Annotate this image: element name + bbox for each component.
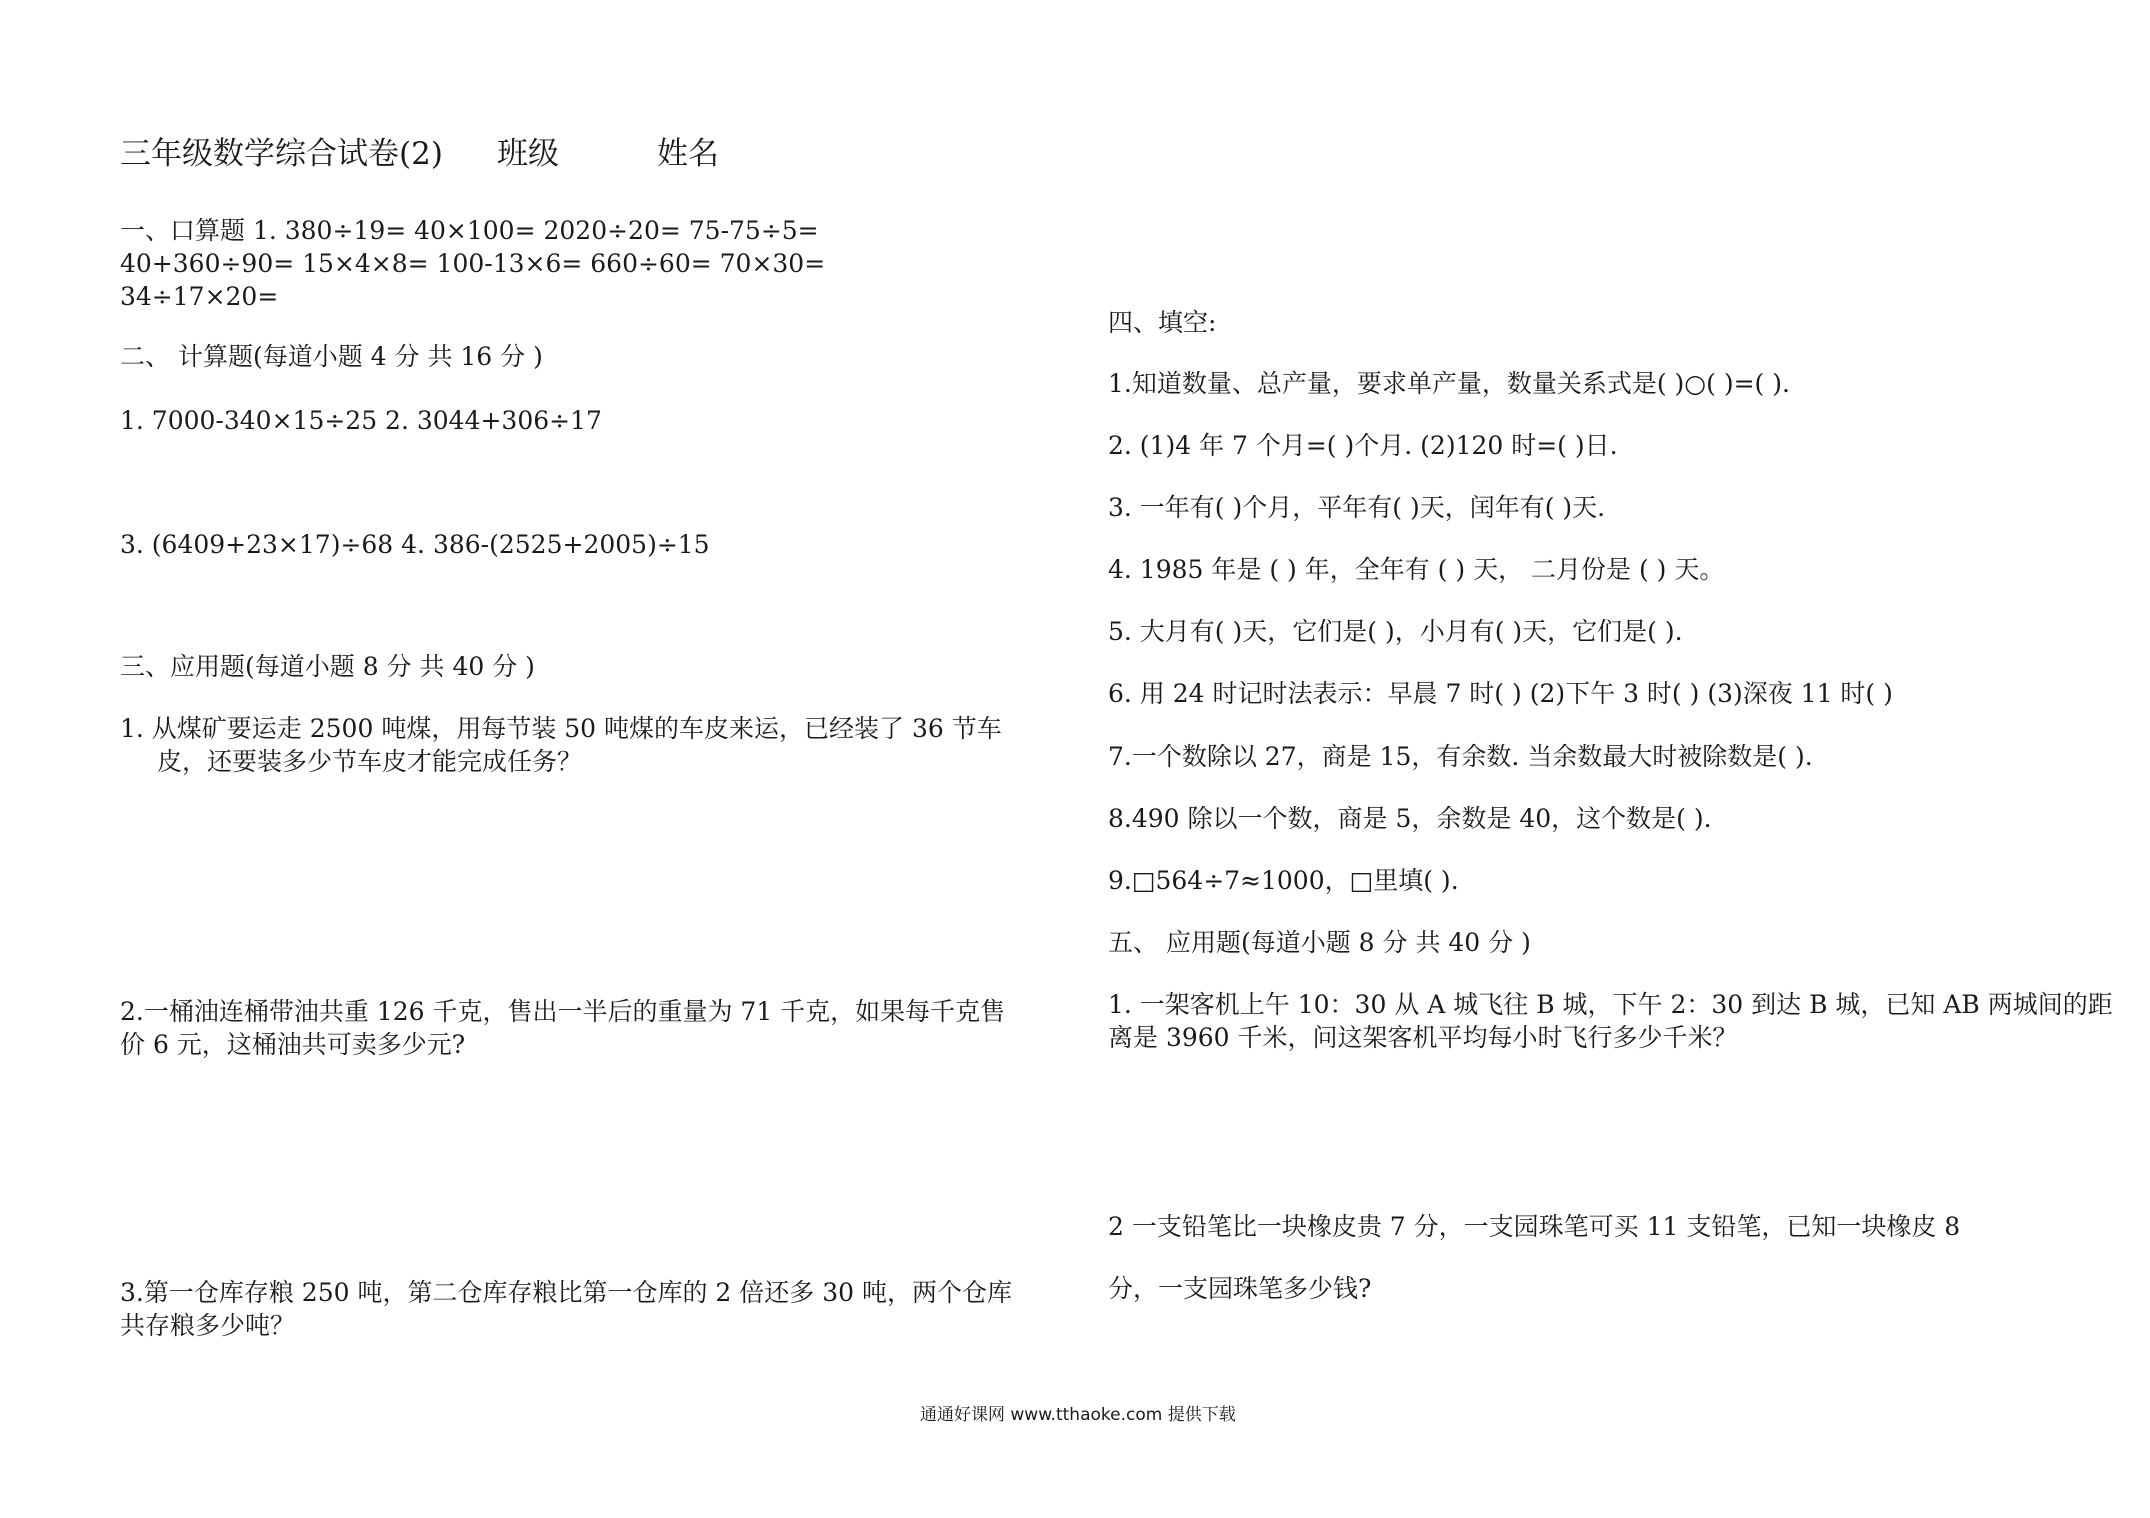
word-problem-1-line-2: 皮，还要装多少节车皮才能完成任务？ xyxy=(157,747,583,776)
word-problem-2-line-2: 价 6 元，这桶油共可卖多少元? xyxy=(120,1030,466,1059)
fill-blank-item: 4. 1985 年是 ( ) 年，全年有 ( ) 天， 二月份是 ( ) 天。 xyxy=(1108,555,1725,584)
oral-calc-line-1: 一、口算题 1. 380÷19= 40×100= 2020÷20= 75-75÷5= xyxy=(120,216,819,245)
exam-title: 三年级数学综合试卷(2) xyxy=(120,136,443,172)
fill-blank-item: 1.知道数量、总产量，要求单产量，数量关系式是( )○( )=( ). xyxy=(1108,369,1790,398)
oral-calc-line-3: 34÷17×20= xyxy=(120,282,279,311)
word-problem-5-1-line-2: 离是 3960 千米，问这架客机平均每小时飞行多少千米？ xyxy=(1108,1023,1738,1052)
fill-blank-item: 2. (1)4 年 7 个月=( )个月. (2)120 时=( )日. xyxy=(1108,431,1618,460)
word-problem-1-line-1: 1. 从煤矿要运走 2500 吨煤，用每节装 50 吨煤的车皮来运，已经装了 36 节车 xyxy=(120,714,1002,743)
section-5-heading: 五、 应用题(每道小题 8 分 共 40 分 ) xyxy=(1108,928,1531,957)
fill-blank-item: 9.□564÷7≈1000，□里填( ). xyxy=(1108,866,1459,895)
name-label: 姓名 xyxy=(657,136,719,172)
word-problem-5-1-line-1: 1. 一架客机上午 10：30 从 A 城飞往 B 城，下午 2：30 到达 B 城，已知 AB 两城间的距 xyxy=(1108,990,2113,1019)
oral-calc-line-2: 40+360÷90= 15×4×8= 100-13×6= 660÷60= 70×30= xyxy=(120,249,826,278)
section-3-heading: 三、应用题(每道小题 8 分 共 40 分 ) xyxy=(120,652,535,681)
section-4-heading: 四、填空: xyxy=(1108,308,1217,337)
class-label: 班级 xyxy=(497,136,559,172)
word-problem-3-line-2: 共存粮多少吨？ xyxy=(120,1311,296,1340)
fill-blank-item: 3. 一年有( )个月，平年有( )天，闰年有( )天. xyxy=(1108,493,1606,522)
calc-row-2: 3. (6409+23×17)÷68 4. 386-(2525+2005)÷15 xyxy=(120,530,710,559)
word-problem-5-2-line-2: 分，一支园珠笔多少钱? xyxy=(1108,1274,1372,1303)
word-problem-5-2-line-1: 2 一支铅笔比一块橡皮贵 7 分，一支园珠笔可买 11 支铅笔，已知一块橡皮 8 xyxy=(1108,1212,1961,1241)
calc-row-1: 1. 7000-340×15÷25 2. 3044+306÷17 xyxy=(120,406,602,435)
word-problem-2-line-1: 2.一桶油连桶带油共重 126 千克，售出一半后的重量为 71 千克，如果每千克售 xyxy=(120,997,1006,1026)
fill-blank-item: 8.490 除以一个数，商是 5，余数是 40，这个数是( ). xyxy=(1108,804,1712,833)
download-source-footer: 通通好课网 www.tthaoke.com 提供下载 xyxy=(920,1405,1236,1425)
section-2-heading: 二、 计算题(每道小题 4 分 共 16 分 ) xyxy=(120,342,543,371)
fill-blank-item: 7.一个数除以 27，商是 15，有余数. 当余数最大时被除数是( ). xyxy=(1108,742,1813,771)
word-problem-3-line-1: 3.第一仓库存粮 250 吨，第二仓库存粮比第一仓库的 2 倍还多 30 吨，两个仓库 xyxy=(120,1278,1012,1307)
fill-blank-item: 6. 用 24 时记时法表示：早晨 7 时( ) (2)下午 3 时( ) (3)深夜 11 时( ) xyxy=(1108,679,1893,708)
fill-blank-item: 5. 大月有( )天，它们是( )，小月有( )天，它们是( ). xyxy=(1108,617,1683,646)
